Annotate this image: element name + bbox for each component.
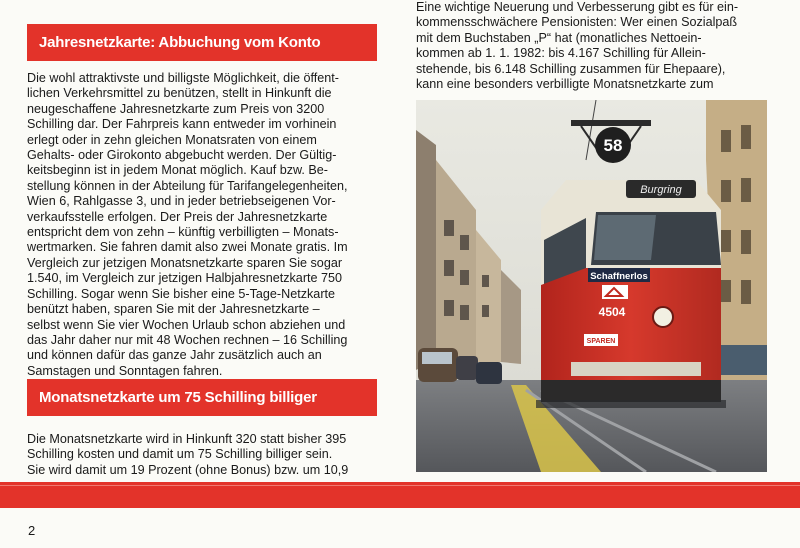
text-line: stehende, bis 6.148 Schilling zusammen für Ehepaare), xyxy=(416,61,726,76)
text-line: Die Monatsnetzkarte wird in Hinkunft 320 statt bisher 395 xyxy=(27,432,347,446)
right-column-text xyxy=(416,0,776,92)
text-line: lichen Verkehrsmittel zu benützen, stellt in Hinkunft die xyxy=(27,86,332,101)
text-line: Eine wichtige Neuerung und Verbesserung gibt es für ein- xyxy=(416,0,739,14)
text-line: kommen ab 1. 1. 1982: bis 4.167 Schilling für Allein- xyxy=(416,46,706,61)
text-line: entspricht dem von zehn – künftig verbilligten – Monats- xyxy=(27,225,339,240)
text-line: Die wohl attraktivste und billigste Möglichkeit, die öffent- xyxy=(27,71,339,85)
text-line: Schilling dar. Der Fahrpreis kann entweder im vorhinein xyxy=(27,117,337,132)
text-line: keitsbeginn ist in jedem Monat möglich. Kauf bzw. Be- xyxy=(27,163,329,178)
tram-car-number: 4504 xyxy=(598,305,626,319)
text-line: neugeschaffene Jahresnetzkarte zum Preis von 3200 xyxy=(27,101,325,116)
text-line: erlegt oder in zehn gleichen Monatsraten von einem xyxy=(27,132,317,147)
page-number: 2 xyxy=(28,523,36,538)
text-line: Samstagen und Sonntagen fahren. xyxy=(27,363,223,378)
tram-destination-sign: Burgring xyxy=(640,184,682,196)
text-line: das Jahr daher nur mit 48 Wochen rechnen – 16 Schilling xyxy=(27,332,348,347)
text-line: Schilling. Sogar wenn Sie bisher eine 5-Tage-Netzkarte xyxy=(27,286,336,301)
text-line: Gehalts- oder Girokonto abgebucht werden. Der Gültig- xyxy=(27,148,337,163)
text-line: Wien 6, Rahlgasse 3, und in jeder betriebseigenen Vor- xyxy=(27,194,336,209)
text-line: kann eine besonders verbilligte Monatsnetzkarte zum xyxy=(416,77,714,92)
text-line: verkaufsstelle erfolgen. Der Preis der Jahresnetzkarte xyxy=(27,209,328,224)
text-line: 1.540, im Vergleich zur jetzigen Halbjahresnetzkarte 750 xyxy=(27,271,343,286)
text-line: mit dem Buchstaben „P“ hat (monatliches Nettoein- xyxy=(416,30,702,45)
tram-ad-plate: SPAREN xyxy=(586,338,616,345)
section-heading-monatsnetzkarte: Monatsnetzkarte um 75 Schilling billiger xyxy=(27,379,377,416)
text-line: benützt haben, sparen Sie mit der Jahresnetzkarte – xyxy=(27,302,320,317)
text-line: kommensschwächere Pensionisten: Wer einen Sozialpaß xyxy=(416,15,738,30)
text-line: Vergleich zur jetzigen Monatsnetzkarte sparen Sie sogar xyxy=(27,255,343,270)
section-body-jahresnetzkarte xyxy=(27,71,379,379)
footer-band-line xyxy=(0,485,800,486)
tram-photo xyxy=(416,100,767,472)
tram-photo-illustration xyxy=(416,100,767,472)
text-line: und können dafür das ganze Jahr zusätzlich auch an xyxy=(27,348,322,363)
tram-route-number: 58 xyxy=(603,136,623,155)
section-heading-jahresnetzkarte: Jahresnetzkarte: Abbuchung vom Konto xyxy=(27,24,377,61)
text-line: Schilling kosten und damit um 75 Schilling billiger sein. xyxy=(27,447,333,462)
text-line: wertmarken. Sie fahren damit also zwei Monate gratis. Im xyxy=(27,240,348,255)
text-line: selbst wenn Sie vier Wochen Urlaub schon abziehen und xyxy=(27,317,346,332)
section-body-monatsnetzkarte xyxy=(27,432,379,478)
tram-side-text: Schaffnerlos xyxy=(590,271,648,282)
text-line: Sie wird damit um 19 Prozent (ohne Bonus) bzw. um 10,9 xyxy=(27,462,349,477)
text-line: stellung können in der Abteilung für Tarifangelegenheiten, xyxy=(27,178,348,193)
